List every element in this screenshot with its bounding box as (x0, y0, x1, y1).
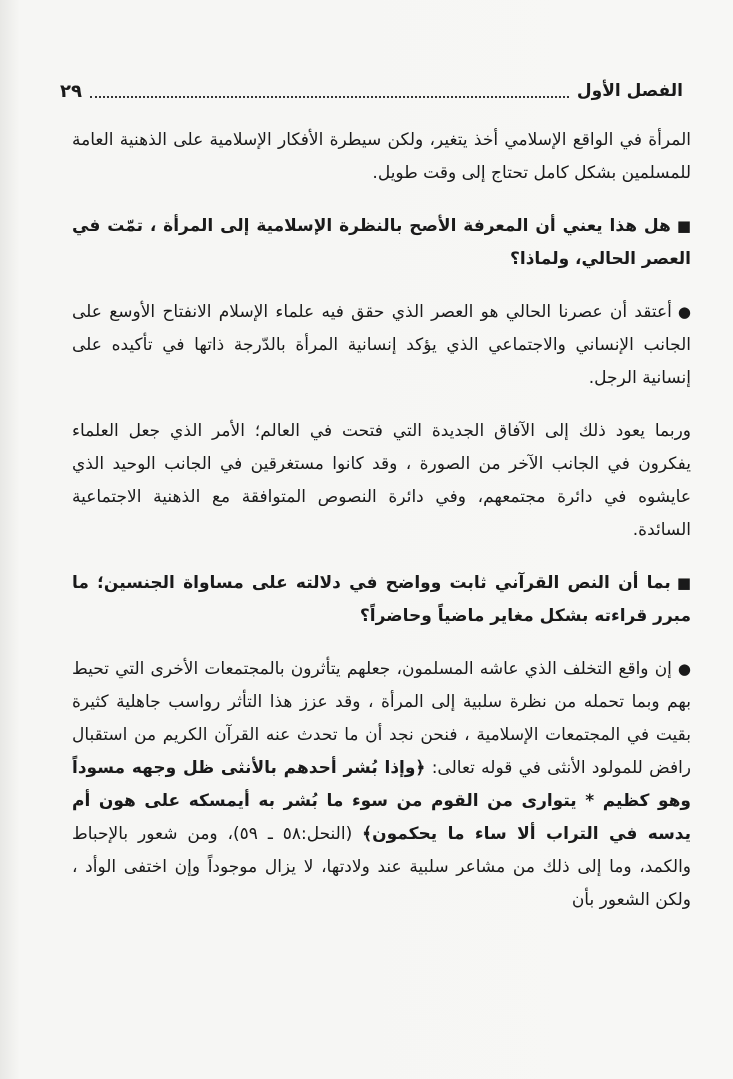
question-text: بما أن النص القرآني ثابت وواضح في دلالته على مساواة الجنسين؛ ما مبرر قراءته بشكل مغاير ماضياً وحاضراً؟ (72, 573, 691, 626)
answer-text: أعتقد أن عصرنا الحالي هو العصر الذي حقق فيه علماء الإسلام الانفتاح الأوسع على الجانب الإنساني والاجتماعي الذي يؤكد إنسانية المرأة بالدّرجة ذاتها في تأكيده على إنسانية الرجل. (72, 302, 691, 388)
question-2 (72, 567, 691, 633)
quran-verse: ﴿وإذا بُشر أحدهم بالأنثى ظل وجهه مسوداً وهو كظيم * يتوارى من القوم من سوء ما بُشر به أيمسكه على هون أم يدسه في التراب ألا ساء ما يحكمون﴾ (72, 758, 692, 844)
paragraph-text: وربما يعود ذلك إلى الآفاق الجديدة التي فتحت في العالم؛ الأمر الذي جعل العلماء يفكرون في الجانب الآخر من الصورة ، وقد كانوا مستغرقين في الجانب الوحيد الذي عايشوه في دائرة مجتمعهم، وفي دائرة النصوص المتوافقة مع الذهنية الاجتماعية السائدة. (72, 421, 691, 540)
answer-continuation: (النحل:٥٨ ـ ٥٩)، ومن شعور بالإحباط والكمد، وما إلى ذلك من مشاعر سلبية عند ولادتها، لا يزال موجوداً وإن اختفى الوأد ، ولكن الشعور بأن (72, 824, 691, 910)
running-header (60, 74, 683, 108)
header-dotted-leader (90, 84, 569, 98)
answer-1 (72, 296, 691, 395)
circle-bullet-icon: ● (677, 303, 691, 321)
page-body (72, 124, 691, 937)
square-bullet-icon: ■ (676, 574, 691, 592)
answer-text: إن واقع التخلف الذي عاشه المسلمون، جعلهم يتأثرون بالمجتمعات الأخرى التي تحيط بهم وبما تحمله من نظرة سلبية إلى المرأة ، وقد عزز هذا التأثر رواسب جاهلية كثيرة بقيت في المجتمعات الإسلامية ، فنحن نجد أن ما تحدث عنه القرآن الكريم من استقبال رافض للمولود الأنثى في قوله تعالى: (72, 659, 692, 778)
page-number: ٢٩ (60, 80, 82, 102)
answer-2 (72, 653, 691, 917)
question-1 (72, 210, 691, 276)
square-bullet-icon: ■ (676, 217, 691, 235)
paragraph-text: المرأة في الواقع الإسلامي أخذ يتغير، ولكن سيطرة الأفكار الإسلامية على الذهنية العامة للمسلمين بشكل كامل تحتاج إلى وقت طويل. (72, 130, 691, 183)
paragraph-1 (72, 124, 691, 190)
question-text: هل هذا يعني أن المعرفة الأصح بالنظرة الإسلامية إلى المرأة ، تمّت في العصر الحالي، ولماذا؟ (72, 216, 691, 269)
circle-bullet-icon: ● (677, 660, 691, 678)
chapter-title: الفصل الأول (576, 81, 683, 101)
paragraph-2 (72, 415, 691, 547)
